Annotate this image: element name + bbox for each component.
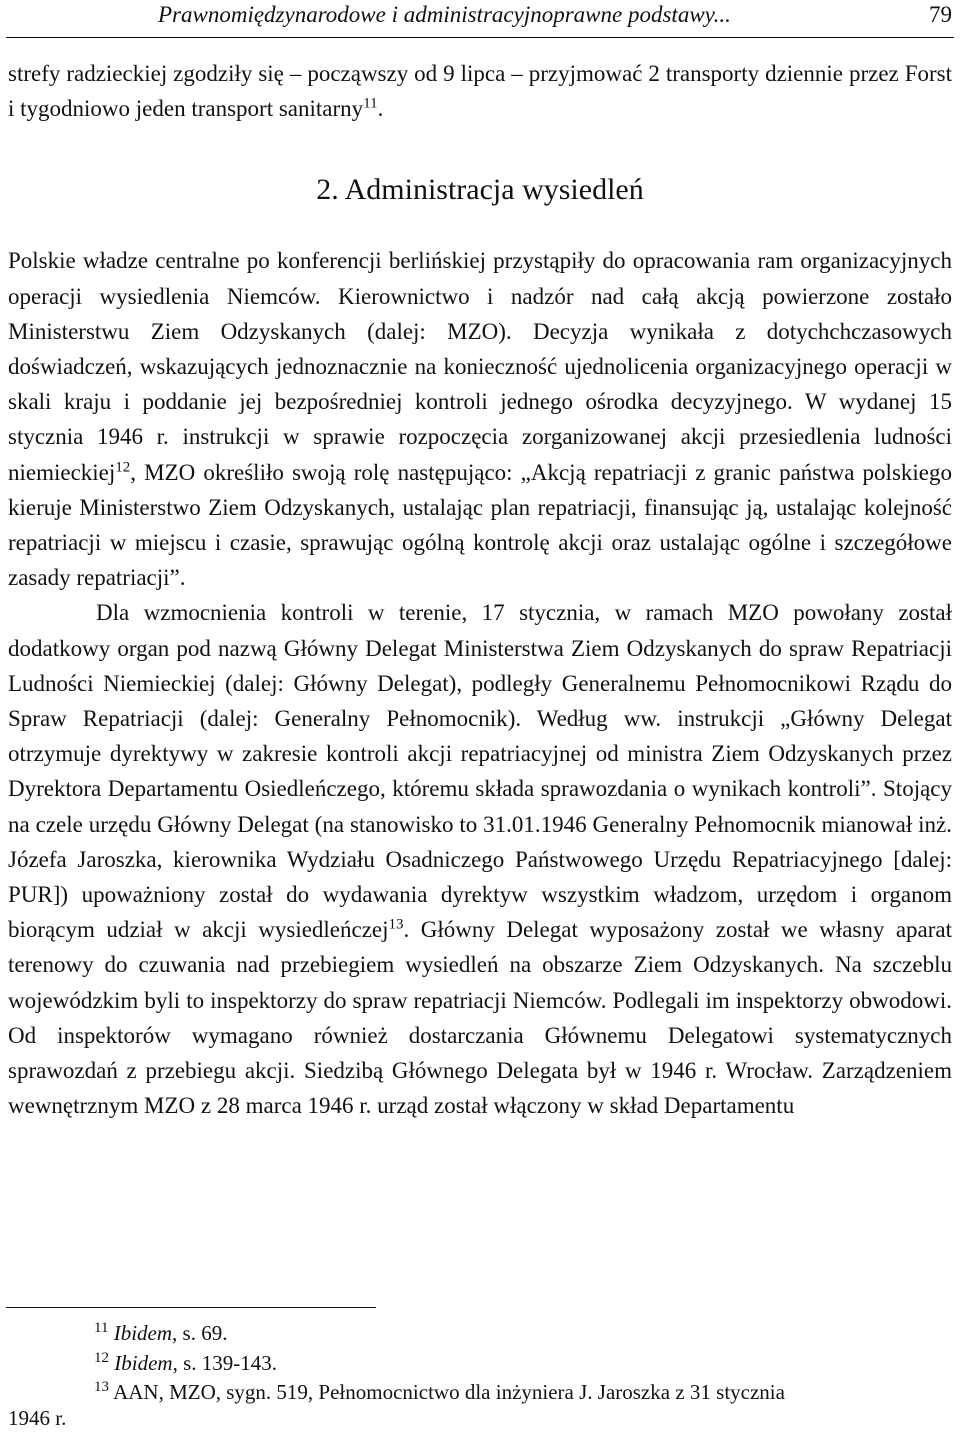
- footnote-12: $^{12}$ Ibidem, s. 139-143.: [94, 1349, 277, 1375]
- footnote-13-continuation: 1946 r.: [8, 1405, 67, 1430]
- section-heading: 2. Administracja wysiedleń: [316, 173, 644, 207]
- footnote-ref-12: 12: [115, 458, 131, 475]
- footnote-ref-13: 13: [388, 916, 404, 933]
- footnote-13: $^{13}$ AAN, MZO, sygn. 519, Pełnomocnictwo dla inżyniera J. Jaroszka z 31 stycznia: [94, 1379, 785, 1404]
- footnote-11: $^{11}$ Ibidem, s. 69.: [94, 1320, 228, 1345]
- footnotes: [8, 1319, 952, 1433]
- header-divider: [6, 37, 954, 38]
- paragraph-1: Polskie władze centralne po konferencji berlińskiej przystąpiły do opracowania ram organizacyjnych operacji wysiedlenia Niemców. Kierownictwo i nadzór nad całą akcją powierzone zostało Ministerstwu Ziem Odzyskanych (dalej: MZO). Decyzja wynikała z dotychchczasowych doświadczeń, wskazujących jednoznacznie na konieczność ujednolicenia organizacyjnego operacji w skali kraju i poddanie jej bezpośredniej kontroli jednego ośrodka decyzyjnego. W wydanej 15 stycznia 1946 r. instrukcji w sprawie rozpoczęcia zorganizowanej akcji przesiedlenia ludności niemieckiej$^{12}$, MZO określiło swoją rolę następująco: „Akcją repatriacji z granic państwa polskiego kieruje Ministerstwo Ziem Odzyskanych, ustalając plan repatriacji, finansując ją, ustalając kolejność repatriacji w miejscu i czasie, sprawując ogólną kontrolę akcji oraz ustalając ogólne i szczegółowe zasady repatriacji”.: [8, 248, 952, 591]
- main-text: [8, 56, 952, 1123]
- page-header: [158, 2, 952, 32]
- page-number: 79: [929, 2, 952, 27]
- running-title: Prawnomiędzynarodowe i administracyjnoprawne podstawy...: [158, 2, 731, 27]
- paragraph-continuation: strefy radzieckiej zgodziły się – począwszy od 9 lipca – przyjmować 2 transporty dziennie przez Forst i tygodniowo jeden transport sanitarny$^{11}$.: [8, 61, 952, 122]
- footnote-ref-11: 11: [363, 95, 378, 112]
- paragraph-2: Dla wzmocnienia kontroli w terenie, 17 stycznia, w ramach MZO powołany został dodatkowy organ pod nazwą Główny Delegat Ministerstwa Ziem Odzyskanych do spraw Repatriacji Ludności Niemieckiej (dalej: Główny Delegat), podległy Generalnemu Pełnomocnikowi Rządu do Spraw Repatriacji (dalej: Generalny Pełnomocnik). Według ww. instrukcji „Główny Delegat otrzymuje dyrektywy w zakresie kontroli akcji repatriacyjnej od ministra Ziem Odzyskanych przez Dyrektora Departamentu Osiedleńczego, któremu składa sprawozdania o wynikach kontroli”. Stojący na czele urzędu Główny Delegat (na stanowisko to 31.01.1946 Generalny Pełnomocnik mianował inż. Józefa Jaroszka, kierownika Wydziału Osadniczego Państwowego Urzędu Repatriacyjnego [dalej: PUR]) upoważniony został do wydawania dyrektyw wszystkim władzom, urzędom i organom biorącym udział w akcji wysiedleńczej$^{13}$. Główny Delegat wyposażony został we własny aparat terenowy do czuwania nad przebiegiem wysiedleń na obszarze Ziem Odzyskanych. Na szczeblu wojewódzkim byli to inspektorzy do spraw repatriacji Niemców. Podlegali im inspektorzy obwodowi. Od inspektorów wymagano również dostarczania Głównemu Delegatowi systematycznych sprawozdań z przebiegu akcji. Siedzibą Głównego Delegata był w 1946 r. Wrocław. Zarządzeniem wewnętrznym MZO z 28 marca 1946 r. urząd został włączony w skład Departamentu: [8, 600, 952, 1119]
- footnote-divider: [6, 1307, 376, 1308]
